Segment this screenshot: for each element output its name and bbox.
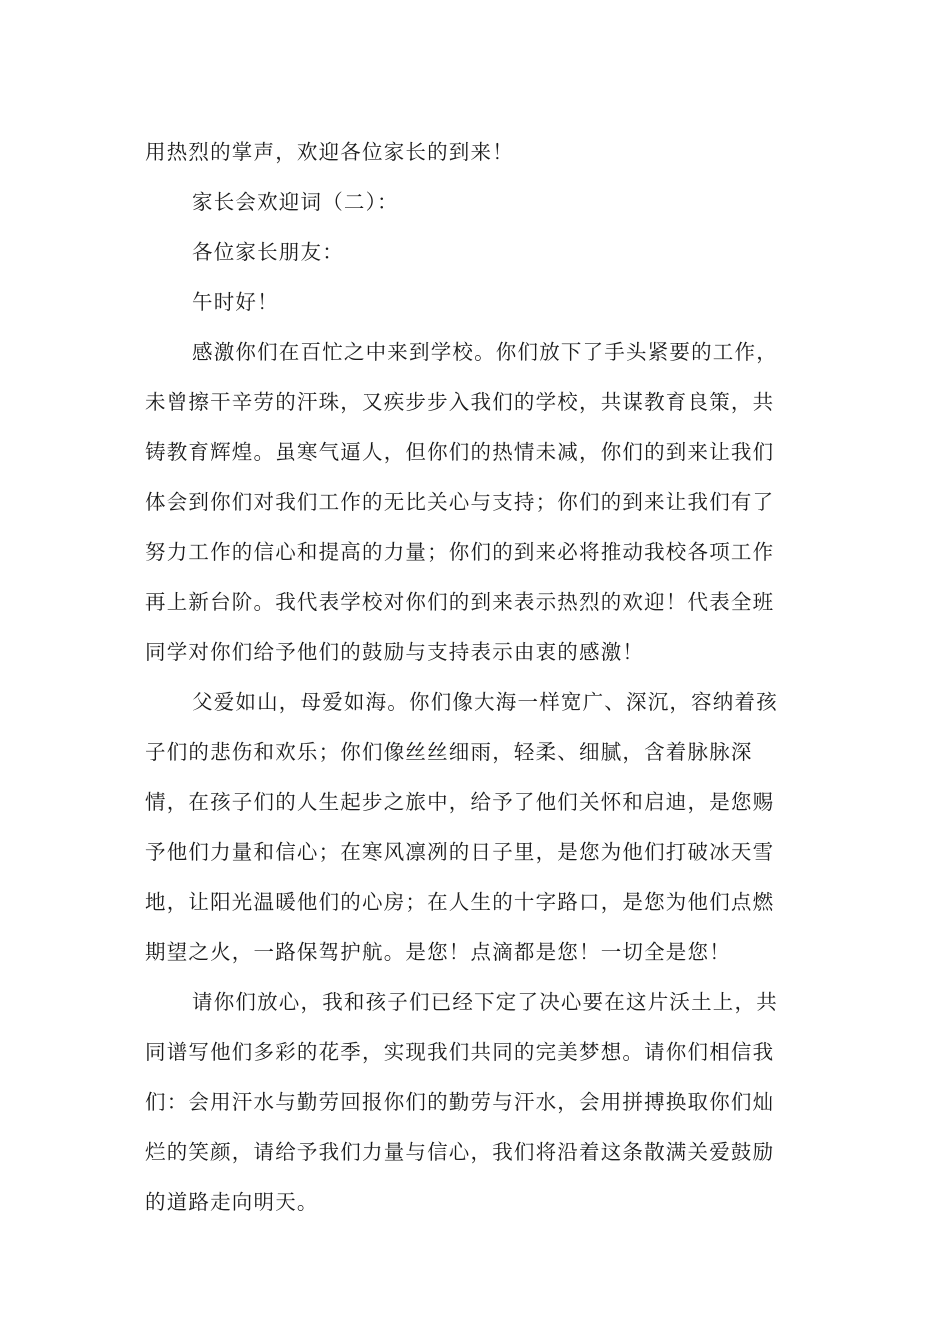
paragraph-3-line: 请你们放心，我和孩子们已经下定了决心要在这片沃土上，共 (192, 990, 778, 1014)
paragraph-2-line: 期望之火，一路保驾护航。是您！点滴都是您！一切全是您！ (145, 940, 731, 964)
paragraph-1-line: 再上新台阶。我代表学校对你们的到来表示热烈的欢迎！代表全班 (145, 590, 775, 614)
paragraph-1-line: 感激你们在百忙之中来到学校。你们放下了手头紧要的工作， (192, 340, 778, 364)
greeting: 午时好！ (192, 290, 279, 314)
paragraph-1-line: 体会到你们对我们工作的无比关心与支持；你们的到来让我们有了 (145, 490, 775, 514)
paragraph-2-line: 地，让阳光温暖他们的心房；在人生的十字路口，是您为他们点燃 (145, 890, 775, 914)
paragraph-1-line: 未曾擦干辛劳的汗珠，又疾步步入我们的学校，共谋教育良策，共 (145, 390, 775, 414)
paragraph-3-line: 同谱写他们多彩的花季，实现我们共同的完美梦想。请你们相信我 (145, 1040, 775, 1064)
paragraph-3-line: 们：会用汗水与勤劳回报你们的勤劳与汗水，会用拼搏换取你们灿 (145, 1090, 775, 1114)
paragraph-1-line: 铸教育辉煌。虽寒气逼人，但你们的热情未减，你们的到来让我们 (145, 440, 775, 464)
salutation: 各位家长朋友： (192, 240, 344, 264)
paragraph-2-line: 情，在孩子们的人生起步之旅中，给予了他们关怀和启迪，是您赐 (145, 790, 775, 814)
paragraph-1-line: 努力工作的信心和提高的力量；你们的到来必将推动我校各项工作 (145, 540, 775, 564)
paragraph-3-line: 的道路走向明天。 (145, 1190, 319, 1214)
paragraph-2-line: 父爱如山，母爱如海。你们像大海一样宽广、深沉，容纳着孩 (192, 690, 778, 714)
section-heading: 家长会欢迎词（二）： (192, 190, 399, 214)
document-body (145, 127, 805, 1227)
paragraph-3-line: 烂的笑颜，请给予我们力量与信心，我们将沿着这条散满关爱鼓励 (145, 1140, 775, 1164)
paragraph-2-line: 予他们力量和信心；在寒风凛冽的日子里，是您为他们打破冰天雪 (145, 840, 775, 864)
text-line: 用热烈的掌声，欢迎各位家长的到来！ (145, 140, 514, 164)
paragraph-1-line: 同学对你们给予他们的鼓励与支持表示由衷的感激！ (145, 640, 645, 664)
paragraph-2-line: 子们的悲伤和欢乐；你们像丝丝细雨，轻柔、细腻，含着脉脉深 (145, 740, 753, 764)
